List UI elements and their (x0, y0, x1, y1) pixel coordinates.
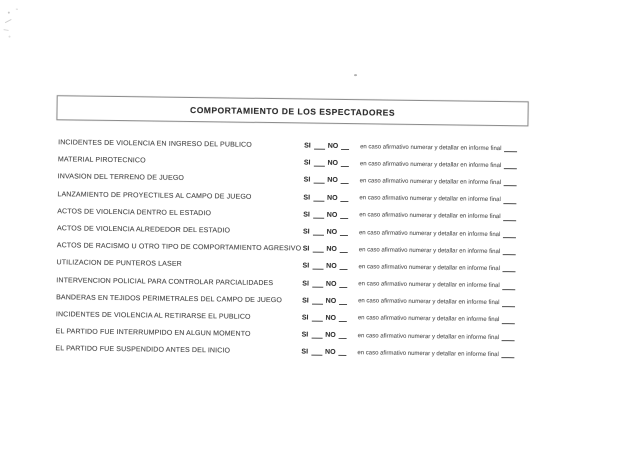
note-blank-line (502, 351, 515, 358)
note-blank-line (503, 231, 516, 238)
note-blank-line (504, 145, 517, 152)
yes-label: SI (303, 176, 311, 185)
yes-no-group (303, 246, 359, 254)
yes-blank-line (312, 246, 323, 253)
yes-blank-line (313, 194, 324, 201)
yes-no-group (302, 297, 358, 305)
note-text: en caso afirmativo numerar y detallar en informe final (360, 143, 502, 152)
yes-blank-line (311, 349, 322, 356)
note-group (358, 298, 515, 307)
note-text: en caso afirmativo numerar y detallar en informe final (359, 195, 501, 204)
no-label: NO (326, 228, 338, 236)
note-blank-line (504, 214, 517, 221)
no-blank-line (339, 298, 347, 305)
no-label: NO (326, 263, 337, 271)
yes-label: SI (301, 348, 309, 356)
note-group (358, 332, 515, 341)
row-label: EL PARTIDO FUE INTERRUMPIDO EN ALGUN MOMENTO (55, 328, 251, 338)
row-label: EL PARTIDO FUE SUSPENDIDO ANTES DEL INICIO (55, 345, 231, 355)
note-text: en caso afirmativo numerar y detallar en informe final (357, 315, 500, 324)
note-group (360, 143, 517, 152)
yes-blank-line (314, 143, 325, 150)
note-group (358, 264, 515, 273)
yes-no-group (301, 349, 357, 357)
note-group (358, 315, 515, 324)
no-label: NO (327, 142, 339, 151)
yes-label: SI (302, 297, 309, 305)
scan-speck (354, 74, 357, 76)
yes-no-group (302, 314, 358, 322)
no-blank-line (340, 263, 348, 270)
yes-blank-line (312, 297, 323, 304)
note-blank-line (502, 334, 515, 341)
yes-no-group (302, 332, 358, 340)
note-text: en caso afirmativo numerar y detallar en informe final (359, 178, 502, 187)
scan-speck (8, 12, 10, 14)
row-label: ACTOS DE VIOLENCIA ALREDEDOR DEL ESTADIO (56, 225, 231, 235)
yes-blank-line (311, 315, 322, 322)
note-text: en caso afirmativo numerar y detallar en informe final (358, 264, 500, 272)
row-label: UTILIZACION DE PUNTEROS LASER (56, 259, 182, 269)
yes-label: SI (303, 159, 311, 167)
note-text: en caso afirmativo numerar y detallar en informe final (358, 229, 501, 238)
note-text: en caso afirmativo numerar y detallar en informe final (357, 332, 500, 341)
scan-speck (9, 36, 11, 38)
row-label: INCIDENTES DE VIOLENCIA EN INGRESO DEL PUBLICO (58, 139, 252, 149)
form-rows (55, 134, 538, 364)
yes-blank-line (311, 332, 322, 339)
note-text: en caso afirmativo numerar y detallar en informe final (358, 246, 501, 255)
form-title: COMPORTAMIENTO DE LOS ESPECTADORES (190, 104, 396, 118)
no-blank-line (341, 143, 349, 150)
note-group (359, 229, 516, 238)
no-blank-line (341, 195, 349, 202)
no-label: NO (327, 194, 338, 202)
yes-label: SI (301, 314, 309, 322)
yes-label: SI (302, 280, 309, 288)
note-text: en caso afirmativo numerar y detallar en informe final (357, 350, 499, 358)
no-label: NO (325, 314, 337, 322)
yes-label: SI (303, 211, 310, 219)
note-blank-line (504, 162, 517, 169)
no-label: NO (327, 160, 339, 168)
note-group (359, 246, 516, 255)
yes-no-group (303, 211, 359, 219)
note-group (359, 195, 516, 204)
row-label: MATERIAL PIROTECNICO (57, 156, 146, 165)
no-blank-line (341, 177, 349, 184)
yes-no-group (304, 143, 360, 151)
no-blank-line (340, 212, 348, 219)
note-group (359, 212, 516, 221)
note-blank-line (504, 197, 517, 204)
no-blank-line (338, 349, 346, 356)
no-label: NO (326, 245, 337, 254)
note-text: en caso afirmativo numerar y detallar en informe final (359, 212, 501, 221)
scan-pencil-mark (5, 19, 12, 23)
no-blank-line (339, 281, 347, 288)
note-group (360, 178, 517, 187)
note-text: en caso afirmativo numerar y detallar en informe final (358, 298, 500, 307)
yes-no-group (303, 194, 359, 202)
scan-pencil-mark (4, 29, 9, 31)
yes-no-group (302, 280, 358, 288)
row-label: ACTOS DE VIOLENCIA DENTRO EL ESTADIO (57, 208, 212, 218)
form-title-box (56, 95, 528, 126)
note-blank-line (503, 265, 516, 272)
yes-blank-line (313, 229, 324, 236)
row-label: ACTOS DE RACISMO U OTRO TIPO DE COMPORTAMIENTO AGRESIVO (56, 242, 302, 253)
note-blank-line (502, 300, 515, 307)
yes-label: SI (302, 262, 310, 270)
yes-label: SI (303, 194, 311, 202)
note-blank-line (503, 283, 516, 290)
note-group (357, 350, 514, 359)
no-blank-line (339, 332, 347, 339)
no-blank-line (340, 246, 348, 253)
no-label: NO (324, 349, 336, 357)
yes-blank-line (313, 177, 324, 184)
yes-label: SI (302, 228, 310, 236)
no-blank-line (339, 315, 347, 322)
no-label: NO (326, 211, 338, 219)
yes-no-group (303, 228, 359, 236)
yes-label: SI (301, 331, 309, 339)
yes-no-group (302, 263, 358, 271)
no-label: NO (325, 297, 337, 305)
no-blank-line (341, 160, 349, 167)
yes-blank-line (313, 160, 324, 167)
yes-blank-line (312, 263, 323, 270)
note-blank-line (502, 317, 515, 324)
yes-label: SI (304, 142, 311, 150)
scan-speck (16, 9, 18, 10)
yes-blank-line (312, 280, 323, 287)
yes-no-group (304, 160, 360, 168)
no-label: NO (325, 280, 337, 288)
row-label: BANDERAS EN TEJIDOS PERIMETRALES DEL CAMPO DE JUEGO (56, 294, 283, 304)
no-blank-line (340, 229, 348, 236)
row-label: INVASION DEL TERRENO DE JUEGO (57, 173, 185, 183)
no-label: NO (325, 331, 336, 340)
note-blank-line (503, 248, 516, 255)
row-label: LANZAMIENTO DE PROYECTILES AL CAMPO DE JUEGO (57, 190, 252, 201)
no-label: NO (327, 177, 338, 185)
yes-blank-line (313, 211, 324, 218)
row-label: INCIDENTES DE VIOLENCIA AL RETIRARSE EL PUBLICO (55, 311, 251, 321)
row-label: INTERVENCION POLICIAL PARA CONTROLAR PARCIALIDADES (56, 276, 274, 287)
yes-label: SI (302, 245, 310, 253)
note-group (358, 281, 515, 290)
note-blank-line (504, 180, 517, 187)
note-text: en caso afirmativo numerar y detallar en informe final (358, 281, 500, 290)
yes-no-group (304, 177, 360, 185)
note-group (360, 160, 517, 169)
note-text: en caso afirmativo numerar y detallar en informe final (359, 160, 502, 169)
